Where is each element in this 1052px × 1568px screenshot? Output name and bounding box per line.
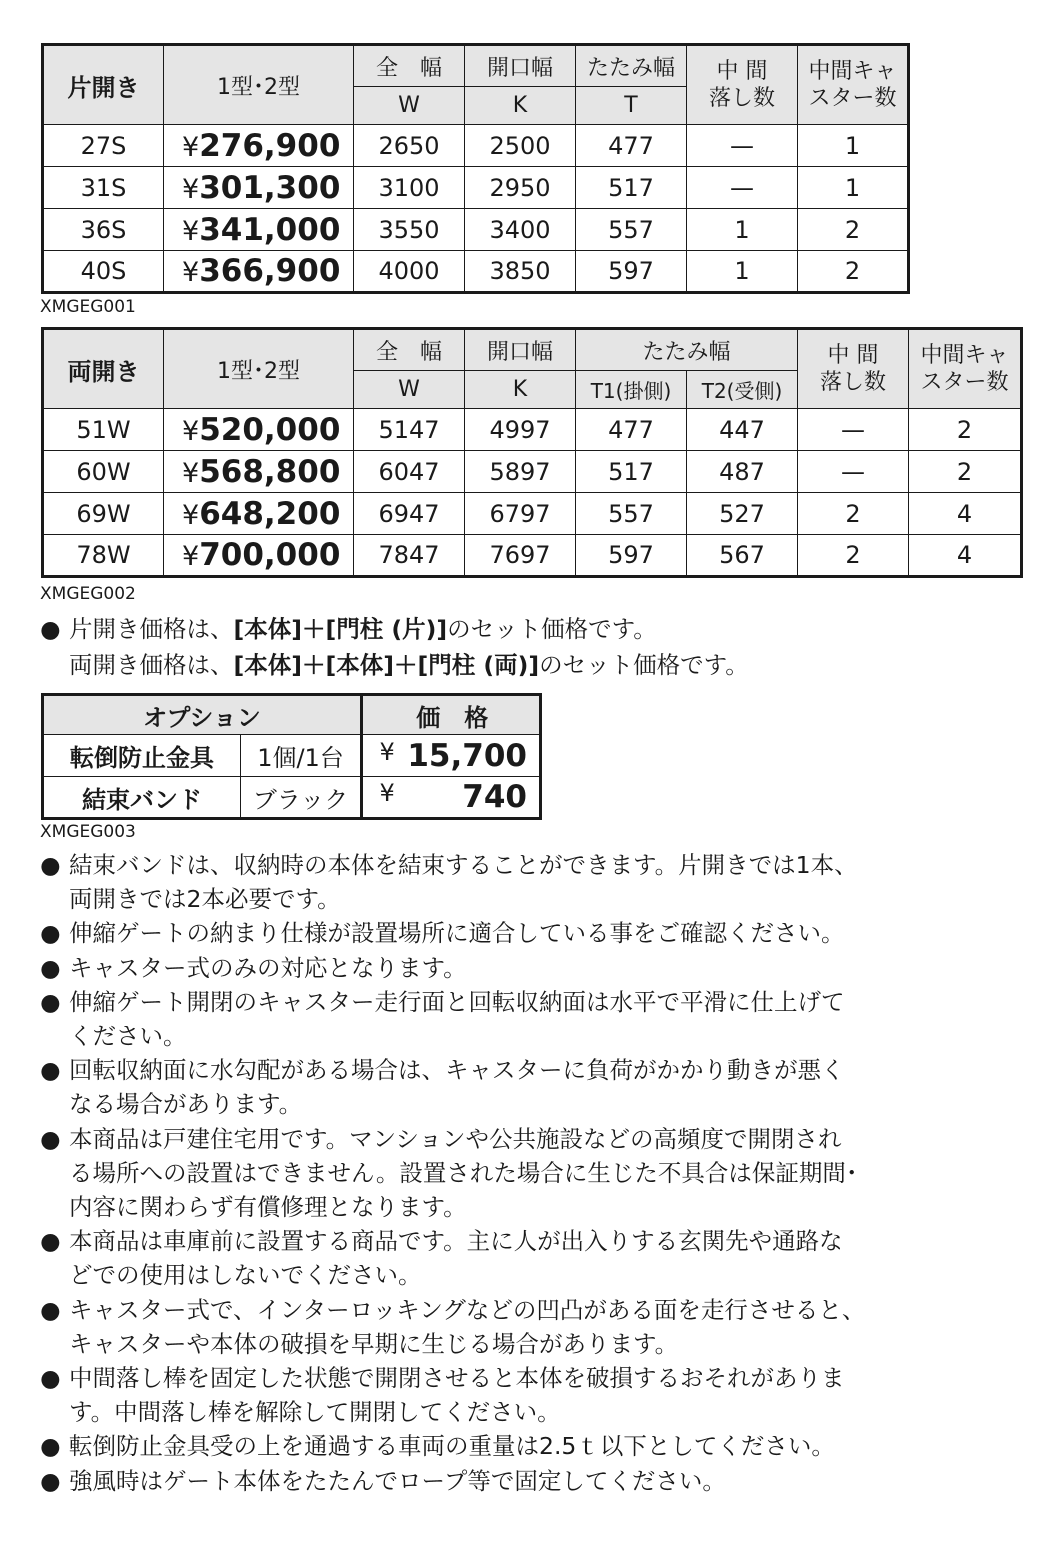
model-cell: 51W xyxy=(43,409,164,451)
option-price-cell: ¥ 15,700 xyxy=(366,735,541,777)
option-price-cell: ¥ 740 xyxy=(366,777,541,819)
opening-cell: 2500 xyxy=(465,125,576,167)
width-cell: 3550 xyxy=(354,209,465,251)
bullet-icon: ● xyxy=(40,919,61,948)
table1-title: 片開き xyxy=(43,45,164,125)
model-cell: 78W xyxy=(43,535,164,577)
model-cell: 69W xyxy=(43,493,164,535)
folded-t1-cell: 597 xyxy=(576,535,687,577)
note-line: 伸縮ゲートの納まり仕様が設置場所に適合している事をご確認ください。 xyxy=(69,919,845,948)
note-line: 結束バンドは、収納時の本体を結束することができます。片開きでは1本、 xyxy=(69,851,858,879)
option-name-cell: 転倒防止金具 xyxy=(43,735,241,777)
note-line: キャスター式で、インターロッキングなどの凹凸がある面を走行させると、 xyxy=(69,1295,866,1324)
table2-sub-w: W xyxy=(354,371,465,409)
note-line: る場所への設置はできません。設置された場合に生じた不具合は保証期間･ xyxy=(69,1158,858,1187)
bullet-icon: ● xyxy=(40,1466,61,1495)
model-cell: 60W xyxy=(43,451,164,493)
note-line: 伸縮ゲート開閉のキャスター走行面と回転収納面は水平で平滑に仕上げて xyxy=(69,987,845,1016)
note-line: 回転収納面に水勾配がある場合は、キャスターに負荷がかかり動きが悪く xyxy=(69,1056,845,1085)
caster-cell: 4 xyxy=(909,535,1022,577)
table1-header-opening: 開口幅 xyxy=(465,45,576,87)
table2-code: XMGEG002 xyxy=(40,584,136,604)
table1-header-drop: 中 間 落し数 xyxy=(687,45,798,125)
folded-t2-cell: 567 xyxy=(687,535,798,577)
price-cell: ¥341,000 xyxy=(164,209,354,251)
table2-header-width: 全 幅 xyxy=(354,329,465,371)
caster-cell: 4 xyxy=(909,493,1022,535)
folded-t2-cell: 487 xyxy=(687,451,798,493)
note-line: ください。 xyxy=(69,1022,187,1050)
note-line: どでの使用はしないでください。 xyxy=(69,1261,422,1290)
drop-cell: — xyxy=(798,451,909,493)
width-cell: 7847 xyxy=(354,535,465,577)
table-row xyxy=(43,409,1022,451)
options-price-header: 価 格 xyxy=(366,695,541,735)
caster-cell: 2 xyxy=(909,409,1022,451)
table2-sub-t1: T1(掛側) xyxy=(576,371,687,409)
width-cell: 2650 xyxy=(354,125,465,167)
bullet-icon: ● xyxy=(40,1227,61,1256)
note-line: キャスター式のみの対応となります。 xyxy=(69,953,467,982)
table1-header-folded: たたみ幅 xyxy=(576,45,687,87)
drop-cell: — xyxy=(798,409,909,451)
note-line: 内容に関わらず有償修理となります。 xyxy=(69,1193,467,1221)
drop-cell: 1 xyxy=(687,209,798,251)
note-line: 強風時はゲート本体をたたんでロープ等で固定してください。 xyxy=(69,1466,726,1495)
single-swing-price-table xyxy=(41,43,910,294)
bullet-icon: ● xyxy=(40,1295,61,1324)
table-row xyxy=(43,777,541,819)
opening-cell: 6797 xyxy=(465,493,576,535)
note-line: 中間落し棒を固定した状態で開閉させると本体を破損するおそれがありま xyxy=(69,1364,845,1392)
bullet-icon: ● xyxy=(40,1056,61,1085)
bullet-icon: ● xyxy=(40,987,61,1016)
table2-header-drop: 中 間 落し数 xyxy=(798,329,909,409)
table1-sub-w: W xyxy=(354,87,465,125)
opening-cell: 3400 xyxy=(465,209,576,251)
double-swing-price-table xyxy=(41,327,1023,578)
caster-cell: 2 xyxy=(798,251,909,293)
model-cell: 27S xyxy=(43,125,164,167)
width-cell: 3100 xyxy=(354,167,465,209)
opening-cell: 3850 xyxy=(465,251,576,293)
table2-sub-k: K xyxy=(465,371,576,409)
caster-cell: 2 xyxy=(798,209,909,251)
note-line: キャスターや本体の破損を早期に生じる場合があります。 xyxy=(69,1329,679,1358)
width-cell: 4000 xyxy=(354,251,465,293)
note-line: 両開きでは2本必要です。 xyxy=(69,885,341,914)
table2-title: 両開き xyxy=(43,329,164,409)
drop-cell: 1 xyxy=(687,251,798,293)
price-cell: ¥301,300 xyxy=(164,167,354,209)
folded-t1-cell: 517 xyxy=(576,451,687,493)
model-cell: 40S xyxy=(43,251,164,293)
set-note-line-1: 片開き価格は、[本体]＋[門柱 (片)]のセット価格です。 xyxy=(69,615,657,643)
price-cell: ¥366,900 xyxy=(164,251,354,293)
price-cell: ¥700,000 xyxy=(164,535,354,577)
table-row xyxy=(43,209,909,251)
folded-cell: 597 xyxy=(576,251,687,293)
note-line: 本商品は戸建住宅用です。マンションや公共施設などの高頻度で開閉され xyxy=(69,1124,842,1153)
table1-price-header: 1型･2型 xyxy=(164,45,354,125)
table1-sub-k: K xyxy=(465,87,576,125)
table-row xyxy=(43,251,909,293)
model-cell: 31S xyxy=(43,167,164,209)
note-line: 転倒防止金具受の上を通過する車両の重量は2.5ｔ以下としてください。 xyxy=(69,1432,835,1461)
table-row xyxy=(43,493,1022,535)
price-cell: ¥276,900 xyxy=(164,125,354,167)
folded-cell: 517 xyxy=(576,167,687,209)
note-line: 本商品は車庫前に設置する商品です。主に人が出入りする玄関先や通路な xyxy=(69,1227,843,1256)
options-code: XMGEG003 xyxy=(40,822,136,842)
note-line: なる場合があります。 xyxy=(69,1090,303,1119)
table1-sub-t: T xyxy=(576,87,687,125)
width-cell: 6047 xyxy=(354,451,465,493)
opening-cell: 4997 xyxy=(465,409,576,451)
price-cell: ¥648,200 xyxy=(164,493,354,535)
price-cell: ¥568,800 xyxy=(164,451,354,493)
bullet-icon: ● xyxy=(40,1364,61,1392)
bullet-icon: ● xyxy=(40,851,61,879)
table1-code: XMGEG001 xyxy=(40,297,136,317)
options-table xyxy=(41,693,542,820)
table1-header-width: 全 幅 xyxy=(354,45,465,87)
table2-header-folded: たたみ幅 xyxy=(576,329,798,371)
table2-header-caster: 中間キャ スター数 xyxy=(909,329,1022,409)
drop-cell: — xyxy=(687,167,798,209)
option-spec-cell: 1個/1台 xyxy=(241,735,362,777)
table1-header-caster: 中間キャ スター数 xyxy=(798,45,909,125)
bullet-icon: ● xyxy=(40,615,61,643)
table-row xyxy=(43,735,541,777)
table-row xyxy=(43,451,1022,493)
opening-cell: 2950 xyxy=(465,167,576,209)
folded-cell: 557 xyxy=(576,209,687,251)
drop-cell: — xyxy=(687,125,798,167)
table2-price-header: 1型･2型 xyxy=(164,329,354,409)
width-cell: 6947 xyxy=(354,493,465,535)
folded-t1-cell: 477 xyxy=(576,409,687,451)
drop-cell: 2 xyxy=(798,493,909,535)
caster-cell: 1 xyxy=(798,167,909,209)
price-cell: ¥520,000 xyxy=(164,409,354,451)
drop-cell: 2 xyxy=(798,535,909,577)
options-header: オプション xyxy=(43,695,362,735)
caster-cell: 1 xyxy=(798,125,909,167)
option-spec-cell: ブラック xyxy=(241,777,362,819)
table2-sub-t2: T2(受側) xyxy=(687,371,798,409)
folded-t2-cell: 527 xyxy=(687,493,798,535)
opening-cell: 7697 xyxy=(465,535,576,577)
table-row xyxy=(43,125,909,167)
set-note-line-2: 両開き価格は、[本体]＋[本体]＋[門柱 (両)]のセット価格です。 xyxy=(69,651,749,679)
note-line: す。中間落し棒を解除して開閉してください。 xyxy=(69,1398,561,1427)
bullet-icon: ● xyxy=(40,1432,61,1461)
table-row xyxy=(43,535,1022,577)
folded-cell: 477 xyxy=(576,125,687,167)
model-cell: 36S xyxy=(43,209,164,251)
table2-header-opening: 開口幅 xyxy=(465,329,576,371)
opening-cell: 5897 xyxy=(465,451,576,493)
width-cell: 5147 xyxy=(354,409,465,451)
table-row xyxy=(43,167,909,209)
bullet-icon: ● xyxy=(40,953,61,982)
bullet-icon: ● xyxy=(40,1124,61,1153)
caster-cell: 2 xyxy=(909,451,1022,493)
folded-t2-cell: 447 xyxy=(687,409,798,451)
option-name-cell: 結束バンド xyxy=(43,777,241,819)
folded-t1-cell: 557 xyxy=(576,493,687,535)
